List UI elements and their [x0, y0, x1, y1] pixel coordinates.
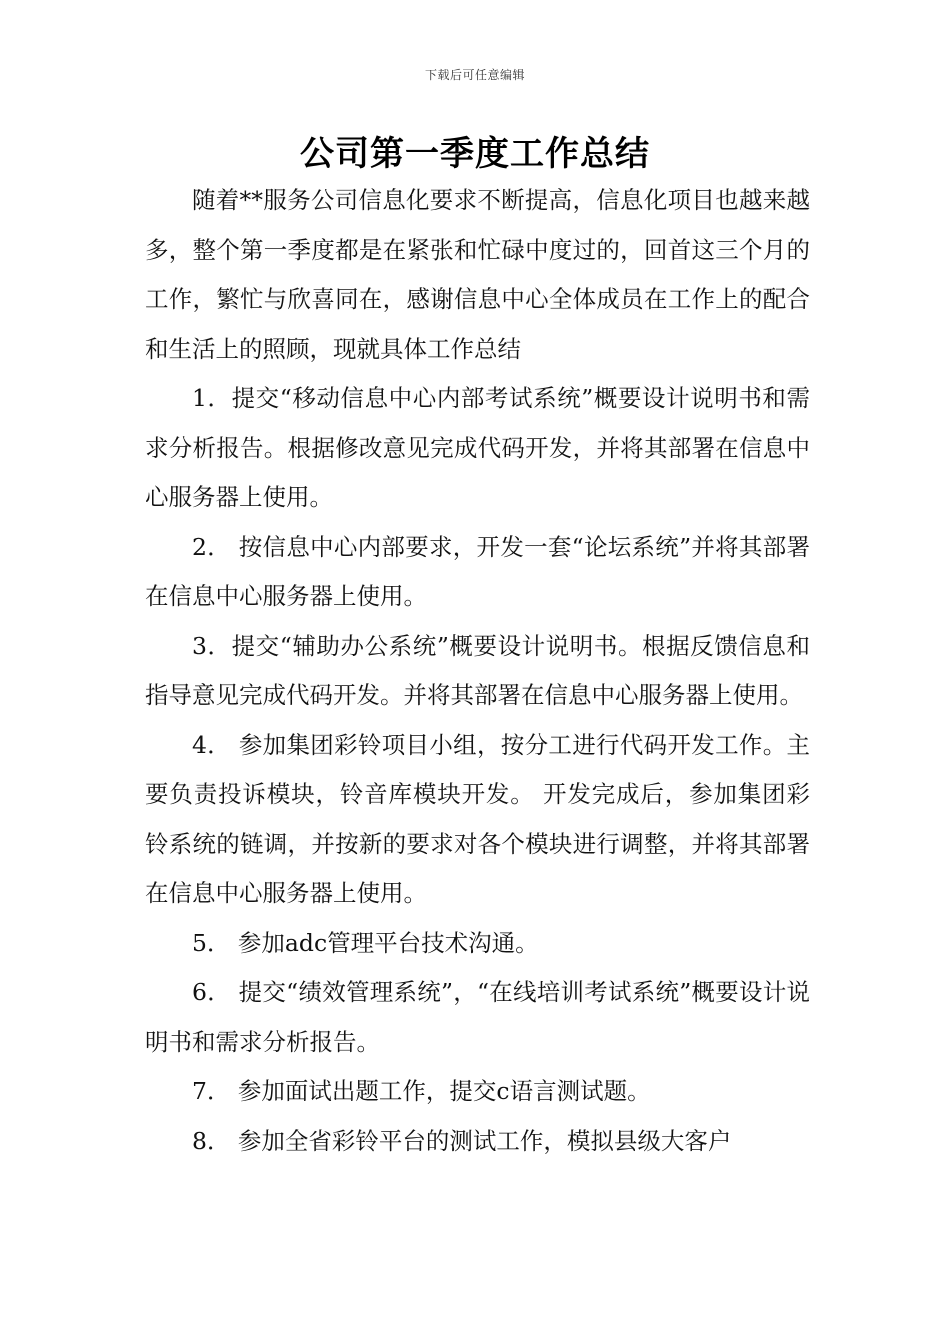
paragraph-intro: 随着**服务公司信息化要求不断提高，信息化项目也越来越多，整个第一季度都是在紧张和忙碌中度过的，回首这三个月的工作，繁忙与欣喜同在，感谢信息中心全体成员在工作上的配合和生活上的照顾，现就具体工作总结 — [145, 186, 810, 363]
paragraph-item-8: 8． 参加全省彩铃平台的测试工作，模拟县级大客户 — [192, 1126, 732, 1155]
paragraph-item-3: 3．提交“辅助办公系统”概要设计说明书。根据反馈信息和指导意见完成代码开发。并将其部署在信息中心服务器上使用。 — [145, 631, 810, 709]
paragraph-item-4: 4． 参加集团彩铃项目小组，按分工进行代码开发工作。主要负责投诉模块，铃音库模块开发。 开发完成后，参加集团彩铃系统的链调，并按新的要求对各个模块进行调整，并将其部署在信息中心服务器上使用。 — [145, 730, 810, 907]
paragraph-item-5: 5． 参加adc管理平台技术沟通。 — [192, 928, 539, 957]
paragraph-item-1: 1．提交“移动信息中心内部考试系统”概要设计说明书和需求分析报告。根据修改意见完成代码开发，并将其部署在信息中心服务器上使用。 — [145, 384, 810, 511]
paragraph-item-7: 7． 参加面试出题工作，提交c语言测试题。 — [192, 1077, 651, 1105]
document-body — [145, 176, 810, 1166]
paragraph-item-2: 2． 按信息中心内部要求，开发一套“论坛系统”并将其部署在信息中心服务器上使用。 — [145, 532, 810, 610]
document-title: 公司第一季度工作总结 — [300, 134, 650, 174]
header-note: 下载后可任意编辑 — [424, 68, 525, 82]
paragraph-item-6: 6． 提交“绩效管理系统”，“在线培训考试系统”概要设计说明书和需求分析报告。 — [145, 978, 810, 1056]
